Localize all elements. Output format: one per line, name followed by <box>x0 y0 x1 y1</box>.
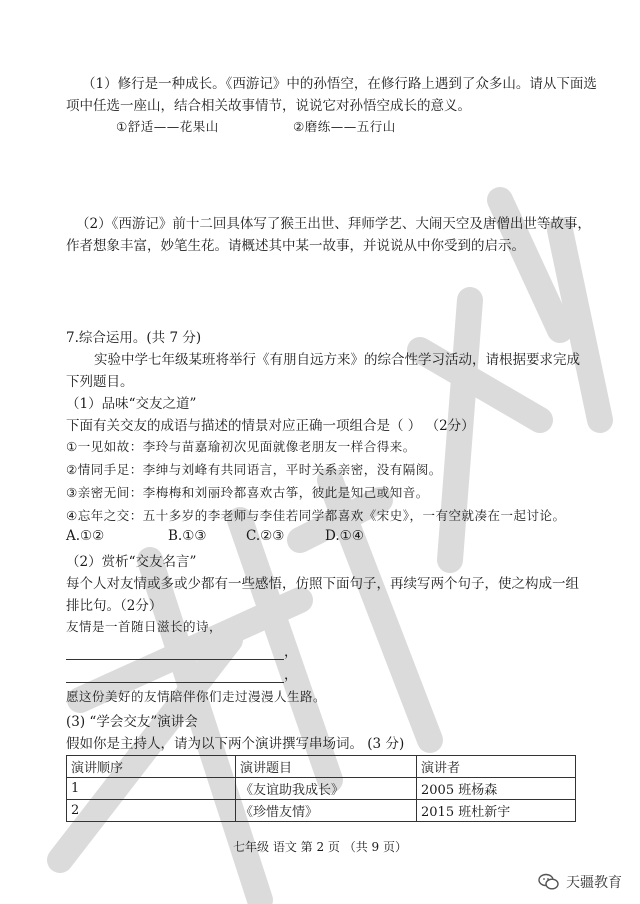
q6-part2-line2: 作者想象丰富，妙笔生花。请概述其中某一故事，并说说从中你受到的启示。 <box>66 238 525 254</box>
q7-sub1-title: （1）品味“交友之道” <box>66 396 197 412</box>
row2-speaker: 2015 班杜新宇 <box>417 800 576 822</box>
q7-item-1: ①一见如故：李玲与苗嘉瑜初次见面就像老朋友一样合得来。 <box>66 439 416 454</box>
q7-item-2: ②情同手足：李绅与刘峰有共同语言，平时关系亲密，没有隔阂。 <box>66 462 442 477</box>
table-row <box>67 800 576 822</box>
comma-2: ， <box>284 667 298 683</box>
q7-sub2-ending: 愿这份美好的友情陪伴你们走过漫漫人生路。 <box>66 689 327 704</box>
header-title: 演讲题目 <box>236 756 417 778</box>
choice-b: B.①③ <box>168 528 207 544</box>
row2-title: 《珍惜友情》 <box>236 800 417 822</box>
q7-sub2-line1: 每个人对友情或多或少都有一些感悟，仿照下面句子，再续写两个句子，使之构成一组 <box>66 576 579 592</box>
q6-part2-line1: （2）《西游记》前十二回具体写了猴王出世、拜师学艺、大闹天空及唐僧出世等故事， <box>76 216 591 232</box>
q7-sub3-question: 假如你是主持人，请为以下两个演讲撰写串场词。 (3 分) <box>66 736 405 752</box>
q7-sub1-question: 下面有关交友的成语与描述的情景对应正确一项组合是（ ） （2分） <box>66 418 475 434</box>
comma-1: ， <box>284 644 298 660</box>
answer-line-1[interactable] <box>66 640 298 660</box>
q6-part1-line2: 项中任选一座山，结合相关故事情节，说说它对孙悟空成长的意义。 <box>66 98 471 114</box>
q7-sub2-line2: 排比句。（2分） <box>66 598 163 614</box>
q7-item-3: ③亲密无间：李梅梅和刘丽玲都喜欢古筝，彼此是知己或知音。 <box>66 485 429 500</box>
choice-c: C.②③ <box>246 528 285 544</box>
row1-title: 《友谊助我成长》 <box>236 778 417 800</box>
q7-sub3-title: (3) “学会交友”演讲会 <box>66 714 198 730</box>
q7-sub2-title: （2）赏析“交友名言” <box>66 554 197 570</box>
header-order: 演讲顺序 <box>67 756 236 778</box>
table-header-row <box>67 756 576 778</box>
header-speaker: 演讲者 <box>417 756 576 778</box>
q7-item-4: ④忘年之交：五十多岁的李老师与李佳若同学都喜欢《宋史》，一有空就凑在一起讨论。 <box>66 508 566 523</box>
table-row <box>67 778 576 800</box>
q6-option-1: ①舒适——花果山 <box>116 119 219 134</box>
wechat-icon <box>538 873 560 891</box>
brand-logo <box>538 872 622 892</box>
row1-speaker: 2005 班杨森 <box>417 778 576 800</box>
answer-line-2[interactable] <box>66 663 298 683</box>
row2-order: 2 <box>67 800 236 822</box>
q6-option-2: ②磨练——五行山 <box>293 119 396 134</box>
page-footer: 七年级 语文 第 2 页 （共 9 页） <box>233 840 407 854</box>
q7-sub2-sentence: 友情是一首随日滋长的诗， <box>66 619 223 634</box>
choice-a: A.①② <box>66 528 105 544</box>
answer-blank-1[interactable] <box>66 645 284 660</box>
row1-order: 1 <box>67 778 236 800</box>
q6-part1-line1: （1）修行是一种成长。《西游记》中的孙悟空，在修行路上遇到了众多山。请从下面选 <box>82 76 597 92</box>
q7-intro-line2: 下列题目。 <box>66 374 134 390</box>
speech-table <box>66 755 576 822</box>
brand-name: 天疆教育 <box>566 875 622 891</box>
choice-d: D.①④ <box>325 528 364 544</box>
answer-blank-2[interactable] <box>66 668 284 683</box>
q7-title: 7.综合运用。(共 7 分) <box>66 330 202 346</box>
q7-intro-line1: 实验中学七年级某班将举行《有朋自远方来》的综合性学习活动，请根据要求完成 <box>94 352 580 368</box>
